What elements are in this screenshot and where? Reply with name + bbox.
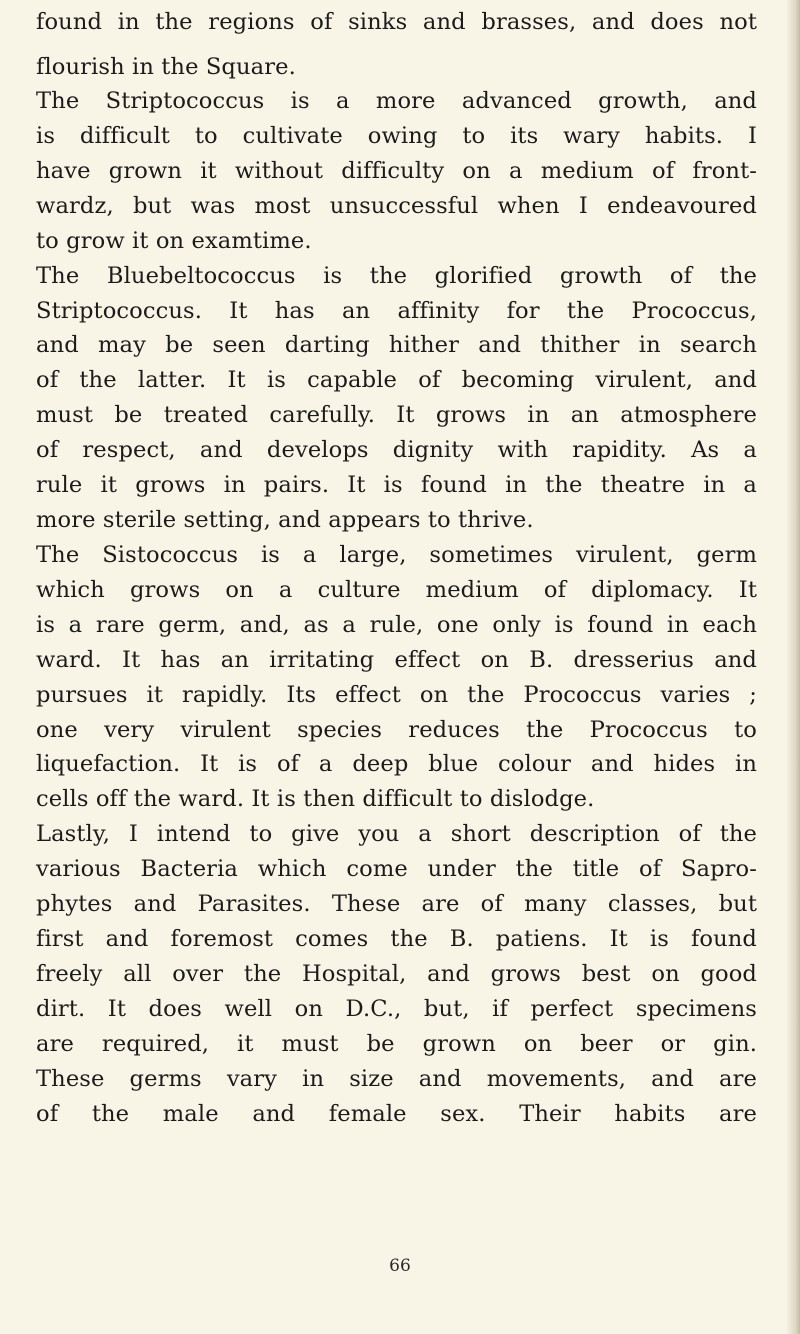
text-line: liquefaction. It is of a deep blue colour and hides in [36, 751, 757, 777]
text-line: various Bacteria which come under the title of Sapro- [36, 856, 757, 882]
text-line: of the male and female sex. Their habits are [36, 1101, 757, 1127]
text-line: pursues it rapidly. Its effect on the Prococcus varies ; [36, 682, 757, 708]
text-line: flourish in the Square. [36, 54, 296, 80]
text-line: Striptococcus. It has an affinity for the Prococcus, [36, 298, 757, 324]
text-line: These germs vary in size and movements, and are [36, 1066, 757, 1092]
text-line: have grown it without difficulty on a medium of front- [36, 158, 757, 184]
text-line: more sterile setting, and appears to thrive. [36, 507, 534, 533]
text-line: is difficult to cultivate owing to its wary habits. I [36, 123, 757, 149]
text-line: phytes and Parasites. These are of many classes, but [36, 891, 757, 917]
text-line: and may be seen darting hither and thither in search [36, 332, 757, 358]
text-line: of respect, and develops dignity with rapidity. As a [36, 437, 757, 463]
text-line: is a rare germ, and, as a rule, one only is found in each [36, 612, 757, 638]
text-line: ward. It has an irritating effect on B. dresserius and [36, 647, 757, 673]
text-line: which grows on a culture medium of diplomacy. It [36, 577, 757, 603]
text-line: found in the regions of sinks and brasses, and does not [36, 9, 757, 35]
text-line: The Sistococcus is a large, sometimes virulent, germ [36, 542, 757, 568]
page-number: 66 [389, 1256, 411, 1276]
text-line: are required, it must be grown on beer or gin. [36, 1031, 757, 1057]
text-line: rule it grows in pairs. It is found in the theatre in a [36, 472, 757, 498]
text-line: Lastly, I intend to give you a short description of the [36, 821, 757, 847]
text-line: The Striptococcus is a more advanced growth, and [36, 88, 757, 114]
text-line: of the latter. It is capable of becoming virulent, and [36, 367, 757, 393]
text-line: The Bluebeltococcus is the glorified growth of the [36, 263, 757, 289]
text-line: to grow it on examtime. [36, 228, 312, 254]
text-line: freely all over the Hospital, and grows best on good [36, 961, 757, 987]
text-line: first and foremost comes the B. patiens. It is found [36, 926, 757, 952]
page-edge-shadow [786, 0, 800, 1334]
text-line: dirt. It does well on D.C., but, if perfect specimens [36, 996, 757, 1022]
text-line: cells off the ward. It is then difficult to dislodge. [36, 786, 595, 812]
text-line: one very virulent species reduces the Prococcus to [36, 717, 757, 743]
text-line: must be treated carefully. It grows in an atmosphere [36, 402, 757, 428]
text-line: wardz, but was most unsuccessful when I endeavoured [36, 193, 757, 219]
